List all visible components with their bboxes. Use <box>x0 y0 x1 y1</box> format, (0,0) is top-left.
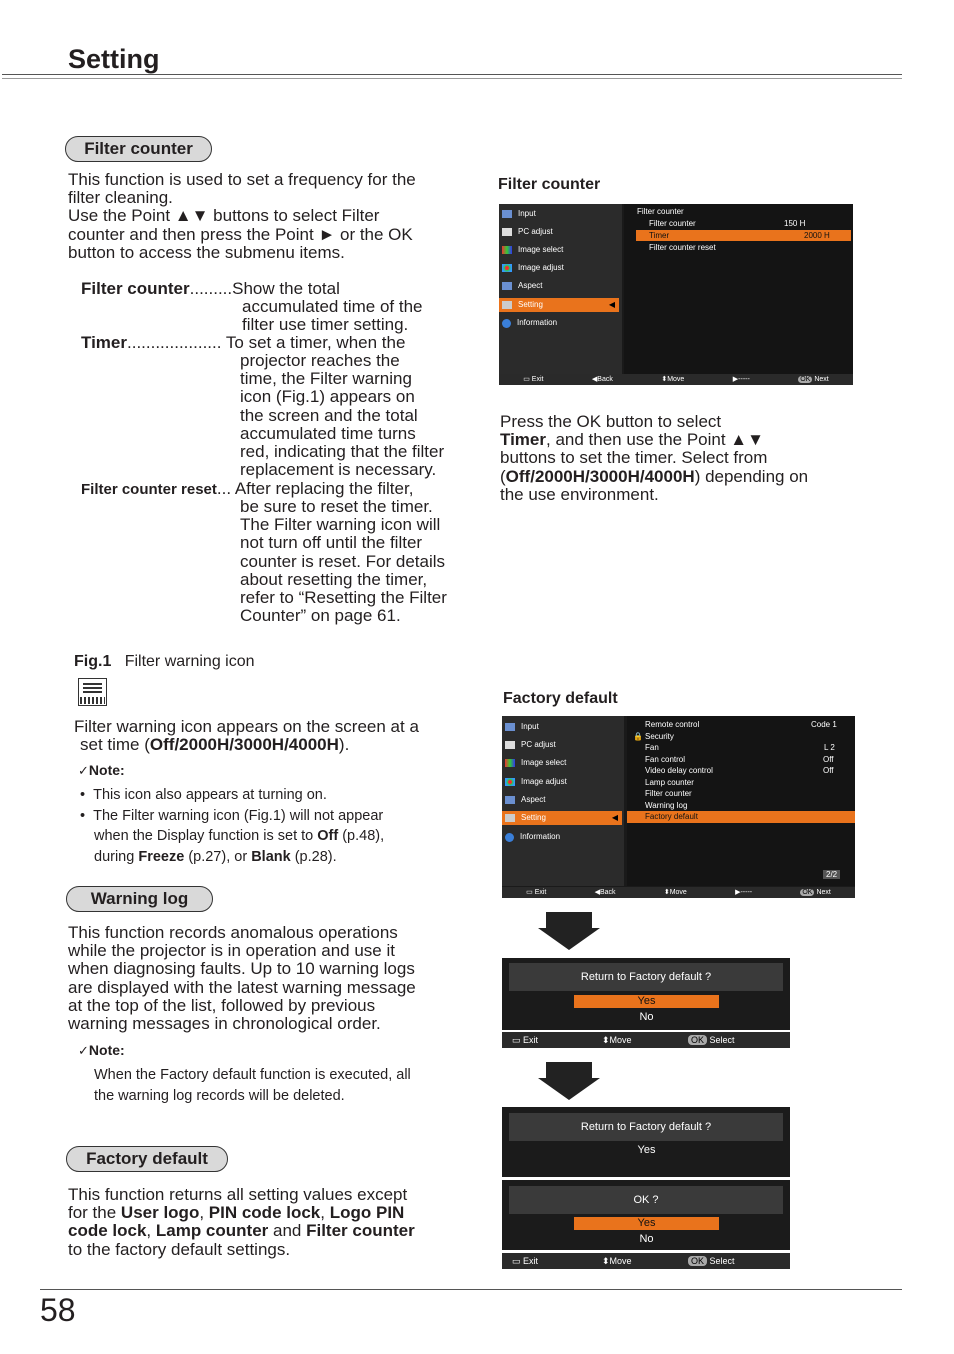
def-timer <box>81 334 405 352</box>
footer-exit: ▭ Exit <box>512 1256 539 1266</box>
menu-label: Image adjust <box>521 777 567 786</box>
def-line: projector reaches the <box>240 351 400 370</box>
menu-item-input[interactable] <box>505 720 539 734</box>
text-bold: Off/2000H/3000H/4000H <box>505 466 695 486</box>
note-cont <box>80 847 460 868</box>
submenu-row-timer[interactable] <box>636 230 851 241</box>
text-line <box>68 1222 458 1240</box>
factory-default-text <box>68 1186 458 1259</box>
def-line: Counter” on page 61. <box>240 606 401 626</box>
text-span: (p.48), <box>338 828 385 844</box>
footer-label: Exit <box>534 889 547 896</box>
input-icon <box>505 723 515 731</box>
fig-text-line2 <box>74 736 454 754</box>
note-label: Note: <box>88 1042 125 1058</box>
footer-next: ▶----- <box>732 376 750 383</box>
input-icon <box>502 210 512 218</box>
text-line: This function records anomalous operations <box>68 923 398 942</box>
footer-label: Back <box>597 376 613 383</box>
filter-counter-heading: Filter counter <box>65 136 212 162</box>
row-value: Code 1 <box>811 720 837 729</box>
warning-log-text <box>68 924 458 1033</box>
text-line <box>500 431 860 449</box>
menu-label: Image select <box>518 245 564 254</box>
pc-adjust-icon <box>502 228 512 236</box>
row-label: Filter counter <box>649 219 696 228</box>
osd-footer <box>502 887 855 898</box>
footer-move: ⬍Move <box>661 376 685 383</box>
menu-item-information[interactable] <box>505 830 560 844</box>
footer-back: ◀Back <box>591 376 613 383</box>
submenu-row[interactable] <box>627 742 855 754</box>
def-line: not turn off until the filter <box>240 533 423 553</box>
row-label: Fan control <box>645 754 686 764</box>
fc-osd-title: Filter counter <box>498 176 601 193</box>
footer-label: Move <box>609 1035 632 1045</box>
footer-label: ----- <box>738 376 750 383</box>
down-arrow-icon <box>538 912 600 950</box>
footer-label: Move <box>609 1256 632 1266</box>
text-span: during <box>94 848 139 865</box>
text-line: at the top of the list, followed by previous <box>68 995 376 1015</box>
def-line: icon (Fig.1) appears on <box>240 387 415 407</box>
footer-select: OK Select <box>688 1032 735 1048</box>
footer-select: OK Select <box>688 1253 735 1269</box>
image-select-icon <box>502 246 512 254</box>
menu-item-pc-adjust[interactable] <box>502 225 553 239</box>
text-span: , <box>199 1203 209 1223</box>
def-filter-counter-cont <box>242 298 422 334</box>
information-icon <box>502 319 511 328</box>
note-heading <box>78 762 125 779</box>
def-line: be sure to reset the timer. <box>240 497 433 516</box>
def-term: Filter counter <box>81 279 190 298</box>
footer-exit: ▭ Exit <box>526 889 547 896</box>
menu-label: Information <box>517 318 558 327</box>
text-line: buttons to set the timer. Select from <box>500 448 768 468</box>
def-dots: ... <box>216 479 232 498</box>
text-bold: code lock <box>68 1221 147 1241</box>
menu-label: Setting <box>518 300 543 309</box>
option-no[interactable]: No <box>639 1233 654 1245</box>
text-span: ) depending on <box>694 466 809 486</box>
option-yes[interactable]: Yes <box>574 1217 719 1230</box>
option-yes[interactable]: Yes <box>574 995 719 1008</box>
def-line: accumulated time of the <box>242 297 423 316</box>
menu-item-image-select[interactable] <box>505 756 566 770</box>
image-select-icon <box>505 759 515 767</box>
filter-warning-icon <box>78 678 107 706</box>
menu-label: PC adjust <box>518 227 553 236</box>
text-line <box>68 1204 458 1222</box>
osd-submenu <box>627 716 855 886</box>
def-line: the screen and the total <box>240 405 418 425</box>
note-text: This icon also appears at turning on. <box>93 787 327 803</box>
dialog-title: Return to Factory default ? <box>509 1113 783 1141</box>
pc-adjust-icon <box>505 741 515 749</box>
fig1-caption <box>74 653 255 671</box>
def-dots: ......... <box>189 279 233 298</box>
text-bold: Off <box>317 828 339 844</box>
intro-line: button to access the submenu items. <box>68 242 345 262</box>
page-number: 58 <box>40 1292 76 1328</box>
text-line <box>500 468 860 486</box>
menu-item-image-adjust[interactable] <box>505 775 567 789</box>
row-label: Security <box>645 731 674 741</box>
text-bold: Logo PIN <box>329 1203 405 1223</box>
menu-label: Image adjust <box>518 263 564 272</box>
submenu-row[interactable] <box>627 800 855 812</box>
note-list <box>80 785 460 867</box>
footer-label: Exit <box>523 1035 539 1045</box>
image-adjust-icon <box>505 778 515 786</box>
option-yes[interactable]: Yes <box>637 1144 656 1156</box>
footer-ok: OK Next <box>802 889 831 896</box>
row-label: Video delay control <box>645 766 713 775</box>
submenu-row-factory-default[interactable] <box>627 811 855 823</box>
footer-label: ----- <box>740 889 753 896</box>
text-bold: Freeze <box>138 848 185 865</box>
note-text: the warning log records will be deleted. <box>94 1087 345 1104</box>
menu-label: Information <box>520 832 561 841</box>
header-rule <box>2 74 902 75</box>
setting-icon <box>505 814 515 822</box>
page-indicator: 2/2 <box>823 870 840 879</box>
text-line: are displayed with the latest warning message <box>68 977 416 997</box>
submenu-row[interactable] <box>627 777 855 789</box>
text-span: , and then use the Point ▲▼ <box>546 430 764 450</box>
menu-item-aspect[interactable] <box>502 279 542 293</box>
note-item: • The Filter warning icon (Fig.1) will not appear <box>80 807 384 824</box>
def-line: counter is reset. For details <box>240 551 446 571</box>
fd-osd-screen <box>502 716 855 898</box>
submenu-row-reset[interactable] <box>636 242 851 253</box>
text-line: the use environment. <box>500 484 659 504</box>
menu-item-setting[interactable] <box>502 811 622 825</box>
def-line: To set a timer, when the <box>225 333 406 352</box>
submenu-row[interactable] <box>627 765 855 777</box>
submenu-row-filter-counter[interactable] <box>636 218 851 229</box>
text-bold: PIN code lock <box>208 1203 321 1223</box>
submenu-header: Filter counter <box>637 207 684 216</box>
text-bold: Off/2000H/3000H/4000H <box>149 735 339 755</box>
def-term: Filter counter reset <box>81 481 217 498</box>
aspect-icon <box>502 282 512 290</box>
fig-label: Fig.1 <box>74 653 112 670</box>
aspect-icon <box>505 796 515 804</box>
submenu-row[interactable] <box>627 719 855 731</box>
filter-counter-intro <box>68 171 458 262</box>
footer-exit: ▭ Exit <box>512 1035 539 1045</box>
intro-line: counter and then press the Point ► or the OK <box>68 224 413 244</box>
image-adjust-icon <box>502 264 512 272</box>
def-line: The Filter warning icon will <box>240 515 441 535</box>
def-line: about resetting the timer, <box>240 569 428 589</box>
menu-label: PC adjust <box>521 740 556 749</box>
menu-item-information[interactable] <box>502 316 557 330</box>
row-label: Warning log <box>645 800 688 810</box>
option-no[interactable]: No <box>639 1011 654 1023</box>
fc-osd-screen <box>499 204 853 385</box>
text-span: ( <box>500 466 506 486</box>
footer-label: Back <box>600 889 616 896</box>
row-value: L 2 <box>824 743 835 752</box>
text-span: for the <box>68 1203 121 1223</box>
lock-icon: 🔒 <box>633 731 643 741</box>
fig-caption-text: Filter warning icon <box>124 653 255 670</box>
footer-label: Move <box>669 889 687 896</box>
confirm-dialog-3 <box>502 1180 790 1250</box>
def-line: red, indicating that the filter <box>240 442 445 462</box>
fig-text <box>74 718 454 754</box>
factory-default-heading: Factory default <box>66 1146 228 1172</box>
def-line: accumulated time turns <box>240 423 416 443</box>
note-text: When the Factory default function is executed, all <box>94 1067 411 1083</box>
osd-menu <box>499 204 622 374</box>
footer-move: ⬍Move <box>602 1035 632 1045</box>
row-label: Filter counter reset <box>649 243 716 252</box>
dialog-title: Return to Factory default ? <box>509 963 783 991</box>
row-label: Remote control <box>645 720 700 729</box>
menu-label: Input <box>521 722 539 731</box>
confirm-dialog-1 <box>502 958 790 1030</box>
def-line: Show the total <box>232 279 340 298</box>
def-line: After replacing the filter, <box>234 479 414 498</box>
check-icon: ✓ <box>78 1043 89 1058</box>
dialog-title: OK ? <box>509 1186 783 1214</box>
menu-item-aspect[interactable] <box>505 793 545 807</box>
note-item: • This icon also appears at turning on. <box>80 787 327 803</box>
text-line: to the factory default settings. <box>68 1239 291 1259</box>
def-line: refer to “Resetting the Filter <box>240 588 447 608</box>
text-line: This function returns all setting values except <box>68 1185 408 1204</box>
intro-line: Use the Point ▲▼ buttons to select Filter <box>68 206 380 226</box>
menu-label: Aspect <box>521 795 546 804</box>
note-text: The Filter warning icon (Fig.1) will not appear <box>93 807 384 824</box>
osd-menu <box>502 716 624 886</box>
header-rule-thin <box>2 78 902 79</box>
menu-item-input[interactable] <box>502 207 536 221</box>
def-dots: .................... <box>127 333 222 352</box>
intro-line: This function is used to set a frequency for the <box>68 170 416 189</box>
note-heading <box>78 1042 125 1059</box>
footer-rule <box>40 1289 902 1290</box>
note-cont <box>80 826 460 847</box>
osd-submenu <box>624 204 853 374</box>
text-bold: Timer <box>500 430 546 450</box>
row-label: Lamp counter <box>645 777 694 787</box>
footer-exit: ▭ Exit <box>523 376 544 383</box>
text-span: set time ( <box>80 735 150 755</box>
text-line: warning messages in chronological order. <box>68 1014 381 1034</box>
footer-back: ◀Back <box>594 889 616 896</box>
text-bold: Blank <box>251 848 291 865</box>
footer-label: Move <box>667 376 685 383</box>
def-term: Timer <box>81 333 127 352</box>
def-line: filter use timer setting. <box>242 315 409 335</box>
row-label: Filter counter <box>645 789 692 798</box>
text-span: ). <box>338 735 350 755</box>
osd-footer <box>499 374 853 385</box>
def-line: time, the Filter warning <box>240 369 412 389</box>
footer-ok: OK Next <box>800 376 829 383</box>
check-icon: ✓ <box>78 763 89 778</box>
footer-label: Exit <box>531 376 544 383</box>
fd-rows <box>627 719 855 823</box>
footer-label: Next <box>816 889 831 896</box>
menu-label: Image select <box>521 758 567 767</box>
row-label: Fan <box>645 743 659 752</box>
text-span: and <box>268 1221 307 1241</box>
text-line: while the projector is in operation and use it <box>68 941 395 961</box>
text-span: , <box>146 1221 156 1241</box>
text-bold: Lamp counter <box>155 1221 269 1241</box>
menu-item-setting[interactable] <box>499 298 619 312</box>
footer-label: Select <box>709 1035 735 1045</box>
menu-label: Input <box>518 209 536 218</box>
row-label: Timer <box>649 231 670 240</box>
arrow-left-icon: ◀ <box>608 300 615 309</box>
footer-label: Exit <box>523 1256 539 1266</box>
row-label: Factory default <box>645 812 698 821</box>
text-span: (p.27), or <box>184 848 252 865</box>
text-bold: Filter counter <box>306 1221 415 1241</box>
def-filter-counter <box>81 280 340 298</box>
arrow-left-icon: ◀ <box>611 813 618 822</box>
warning-log-heading: Warning log <box>66 886 213 912</box>
menu-label: Aspect <box>518 281 543 290</box>
row-value: 2000 H <box>804 231 830 240</box>
menu-item-pc-adjust[interactable] <box>505 738 556 752</box>
submenu-row[interactable] <box>627 754 855 766</box>
footer-move: ⬍Move <box>602 1256 632 1266</box>
row-value: Off <box>823 754 834 764</box>
setting-icon <box>502 301 512 309</box>
dialog-footer-2 <box>502 1253 790 1269</box>
text-line: Press the OK button to select <box>500 412 722 431</box>
text-line: when diagnosing faults. Up to 10 warning logs <box>68 959 415 979</box>
footer-label: Next <box>814 376 829 383</box>
page-title: Setting <box>68 44 160 74</box>
fc-right-text <box>500 413 860 504</box>
text-span: (p.28). <box>290 848 337 865</box>
confirm-dialog-2 <box>502 1107 790 1177</box>
information-icon <box>505 833 514 842</box>
fd-osd-title: Factory default <box>503 690 618 707</box>
def-line: replacement is necessary. <box>240 460 437 480</box>
dialog-footer-1 <box>502 1032 790 1048</box>
note-label: Note: <box>88 762 125 778</box>
footer-next: ▶----- <box>735 889 753 896</box>
fig-text-line: Filter warning icon appears on the screen at a <box>74 717 419 736</box>
text-bold: User logo <box>120 1203 200 1223</box>
submenu-row[interactable] <box>627 731 855 743</box>
menu-item-image-adjust[interactable] <box>502 261 564 275</box>
menu-item-image-select[interactable] <box>502 243 563 257</box>
def-reset-cont <box>240 498 447 625</box>
text-span: when the Display function is set to <box>94 828 318 844</box>
row-value: 150 H <box>784 219 806 228</box>
footer-move: ⬍Move <box>663 889 687 896</box>
row-value: Off <box>823 766 834 775</box>
intro-line: filter cleaning. <box>68 188 173 208</box>
text-span: , <box>320 1203 330 1223</box>
warning-note <box>94 1065 464 1106</box>
footer-label: Select <box>709 1256 735 1266</box>
submenu-row[interactable] <box>627 788 855 800</box>
def-timer-cont <box>240 352 444 479</box>
menu-label: Setting <box>521 813 546 822</box>
down-arrow-icon <box>538 1062 600 1100</box>
